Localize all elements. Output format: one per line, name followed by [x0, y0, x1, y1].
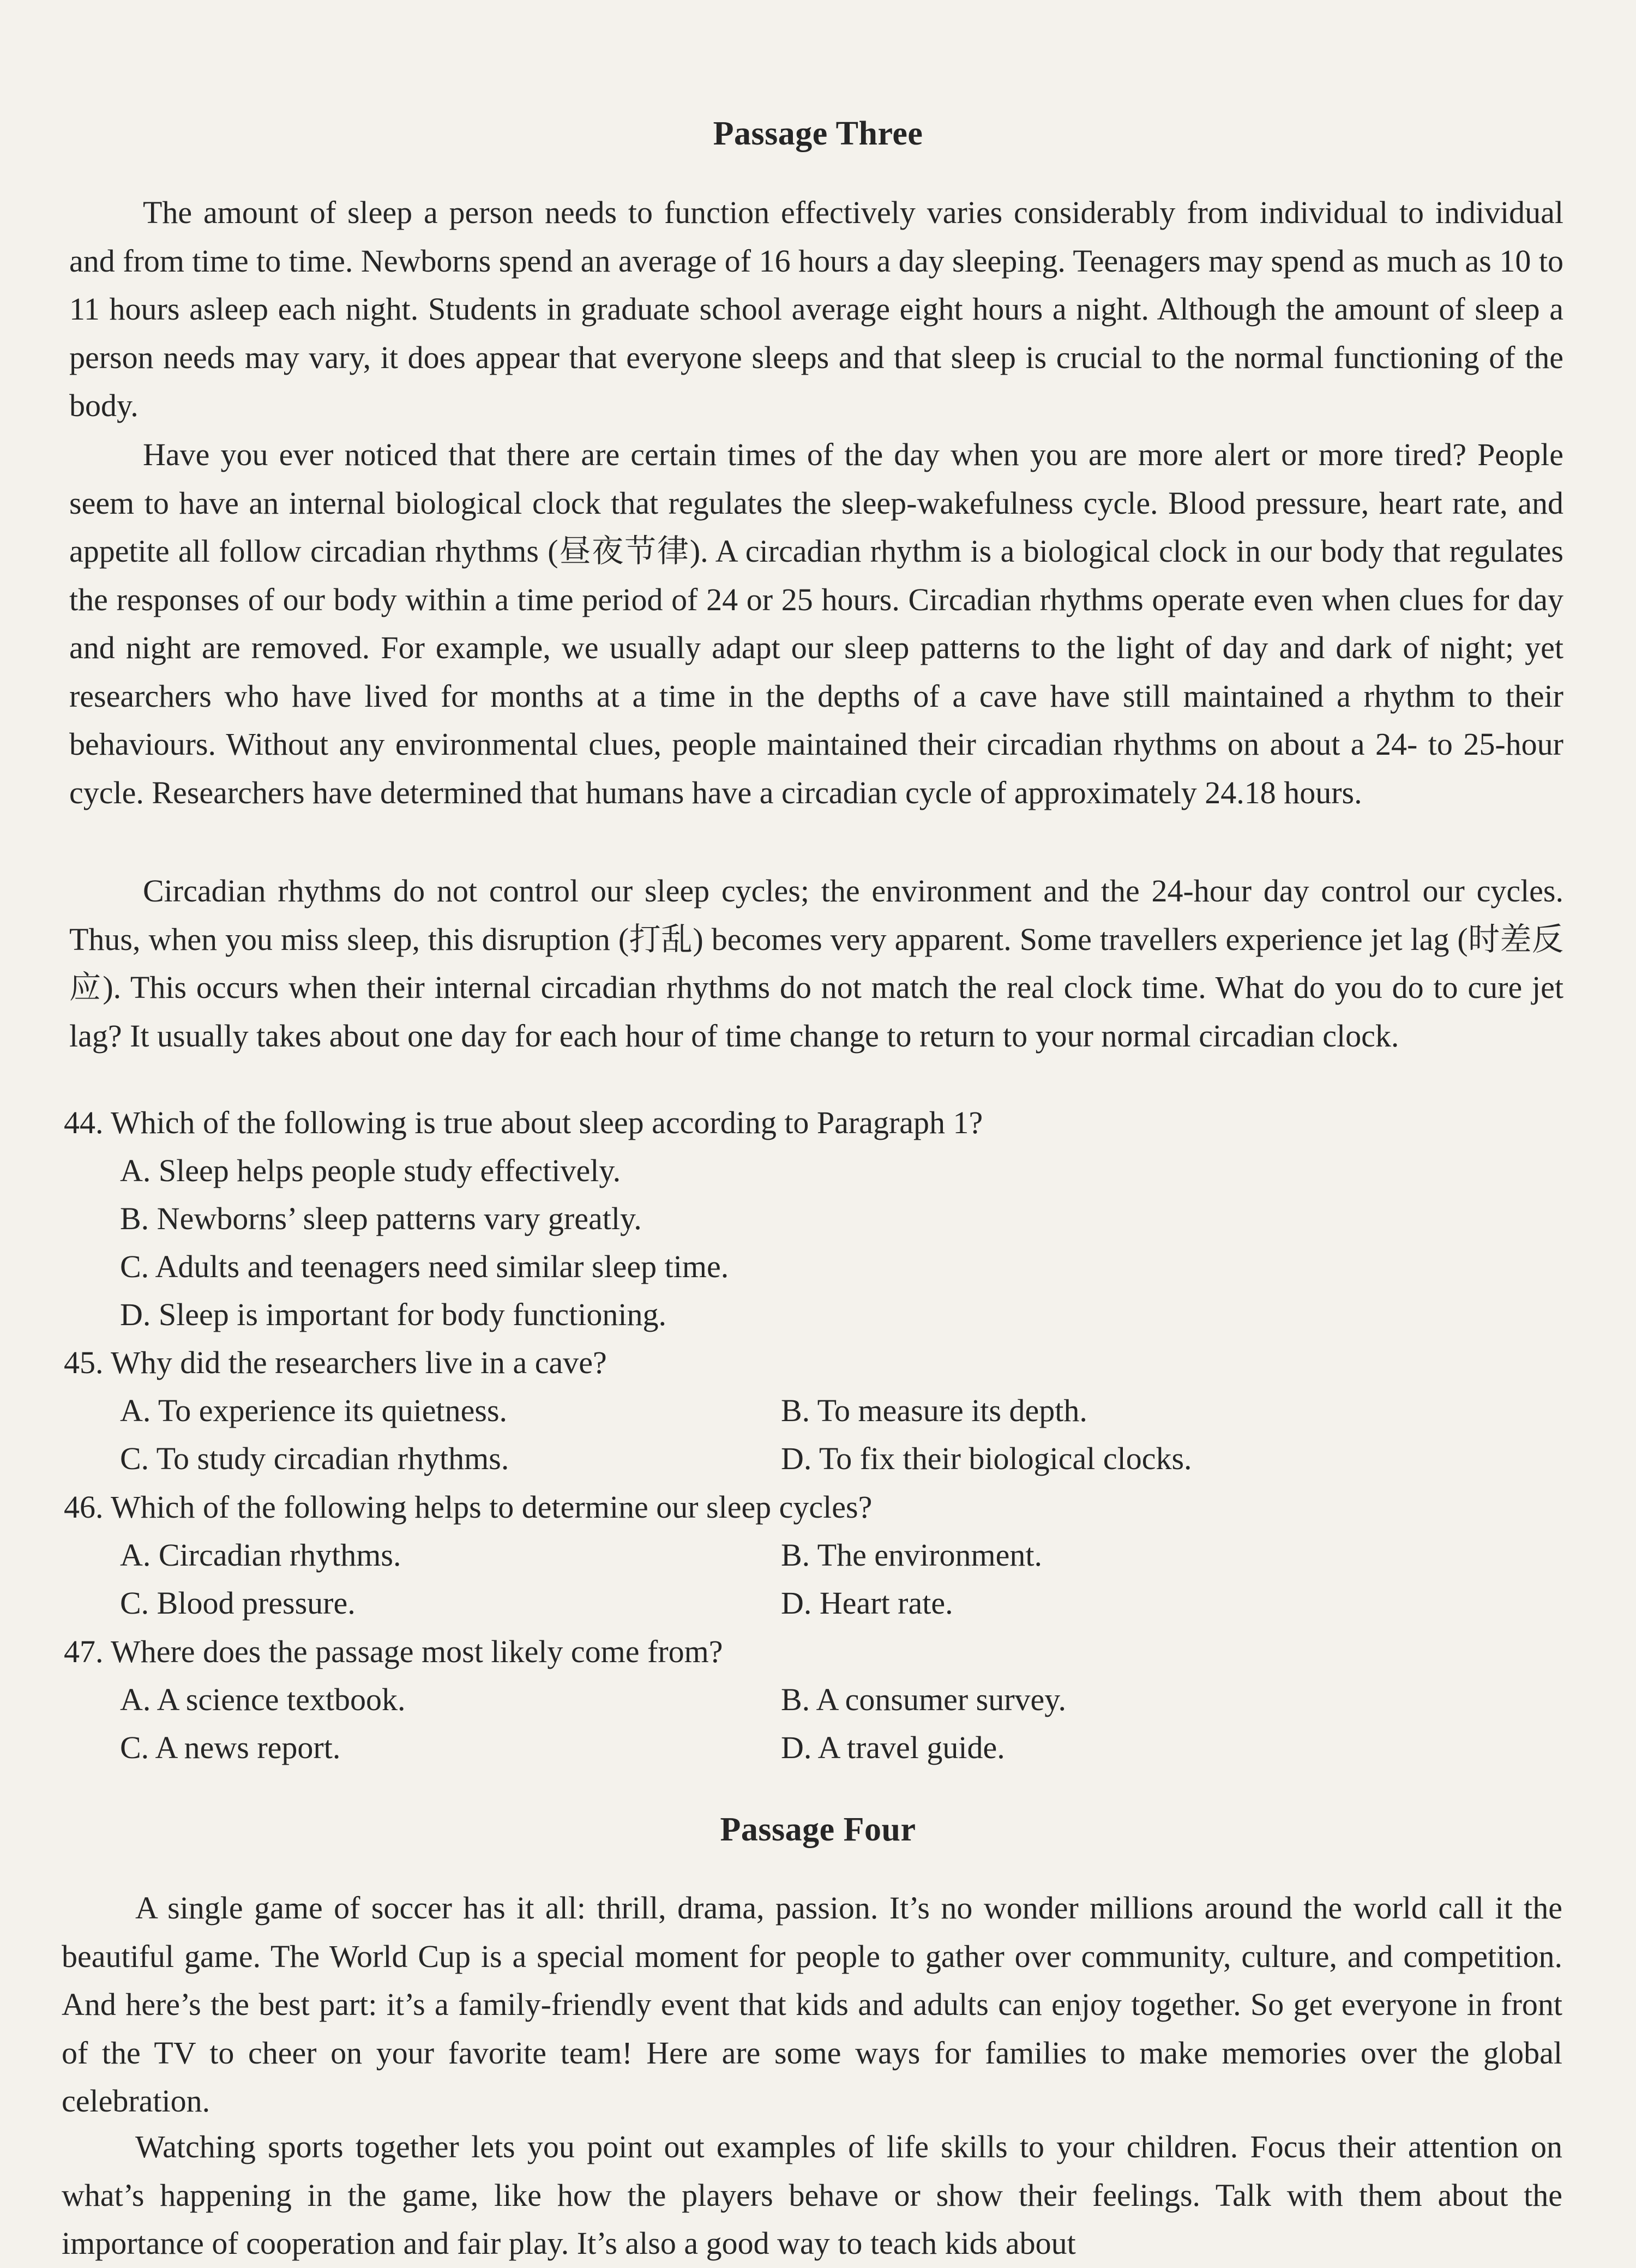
option-a: A. To experience its quietness. — [120, 1393, 508, 1428]
option-a: A. A science textbook. — [120, 1682, 406, 1717]
question-options — [120, 1147, 1569, 1339]
question-stem: 44. Which of the following is true about sleep according to Paragraph 1? — [64, 1105, 983, 1140]
option-d: D. A travel guide. — [781, 1730, 1005, 1765]
question-46 — [64, 1483, 1569, 1627]
passage-four-title: Passage Four — [720, 1811, 916, 1848]
question-options — [120, 1531, 1569, 1627]
passage-four-paragraph-2: Watching sports together lets you point out examples of life skills to your children. Focus their attention on what’s happening in the game, like how the players behave or show their feelings. Talk with them about the importance of cooperation and fair play. It’s also a good way to teach kids about — [62, 2129, 1562, 2261]
option-b: B. The environment. — [781, 1537, 1042, 1573]
option-a: A. Sleep helps people study effectively. — [120, 1153, 621, 1188]
passage-three-paragraph-2: Have you ever noticed that there are certain times of the day when you are more alert or more tired? People seem to have an internal biological clock that regulates the sleep-wakefulness cycle. Blood pressure, heart rate, and appetite all follow circadian rhythms (昼夜节律). A circadian rhythm is a biological clock in our body that regulates the responses of our body within a time period of 24 or 25 hours. Circadian rhythms operate even when clues for day and night are removed. For example, we usually adapt our sleep patterns to the light of day and dark of night; yet researchers who have lived for months at a time in the depths of a cave have still maintained a rhythm to their behaviours. Without any environmental clues, people maintained their circadian rhythms on about a 24- to 25-hour cycle. Researchers have determined that humans have a circadian cycle of approximately 24.18 hours. — [69, 437, 1563, 810]
option-c: C. A news report. — [120, 1730, 341, 1765]
option-a: A. Circadian rhythms. — [120, 1537, 401, 1573]
question-44 — [64, 1099, 1569, 1339]
question-stem: 46. Which of the following helps to determine our sleep cycles? — [64, 1489, 873, 1525]
passage-three-paragraph-3: Circadian rhythms do not control our sleep cycles; the environment and the 24-hour day control our cycles. Thus, when you miss sleep, this disruption (打乱) becomes very apparent. Some travellers experience jet lag (时差反应). This occurs when their internal circadian rhythms do not match the real clock time. What do you do to cure jet lag? It usually takes about one day for each hour of time change to return to your normal circadian clock. — [69, 873, 1563, 1054]
option-b: B. Newborns’ sleep patterns vary greatly. — [120, 1201, 642, 1236]
question-options — [120, 1387, 1569, 1483]
question-stem: 47. Where does the passage most likely come from? — [64, 1634, 723, 1669]
question-stem: 45. Why did the researchers live in a cave? — [64, 1345, 607, 1380]
option-c: C. Adults and teenagers need similar sleep time. — [120, 1249, 729, 1284]
option-c: C. To study circadian rhythms. — [120, 1441, 509, 1476]
option-b: B. A consumer survey. — [781, 1682, 1067, 1717]
option-d: D. Heart rate. — [781, 1585, 953, 1621]
option-d: D. To fix their biological clocks. — [781, 1441, 1192, 1476]
option-b: B. To measure its depth. — [781, 1393, 1087, 1428]
option-c: C. Blood pressure. — [120, 1585, 356, 1621]
option-d: D. Sleep is important for body functioning. — [120, 1297, 666, 1332]
passage-three-title: Passage Three — [713, 115, 923, 152]
passage-four-paragraph-1: A single game of soccer has it all: thrill, drama, passion. It’s no wonder millions around the world call it the beautiful game. The World Cup is a special moment for people to gather over community, culture, and competition. And here’s the best part: it’s a family-friendly event that kids and adults can enjoy together. So get everyone in front of the TV to cheer on your favorite team! Here are some ways for families to make memories over the global celebration. — [62, 1890, 1562, 2119]
passage-three-paragraph-1: The amount of sleep a person needs to function effectively varies considerably from individual to individual and from time to time. Newborns spend an average of 16 hours a day sleeping. Teenagers may spend as much as 10 to 11 hours asleep each night. Students in graduate school average eight hours a night. Although the amount of sleep a person needs may vary, it does appear that everyone sleeps and that sleep is crucial to the normal functioning of the body. — [69, 195, 1563, 423]
question-options — [120, 1676, 1569, 1772]
question-45 — [64, 1339, 1569, 1483]
question-47 — [64, 1628, 1569, 1772]
